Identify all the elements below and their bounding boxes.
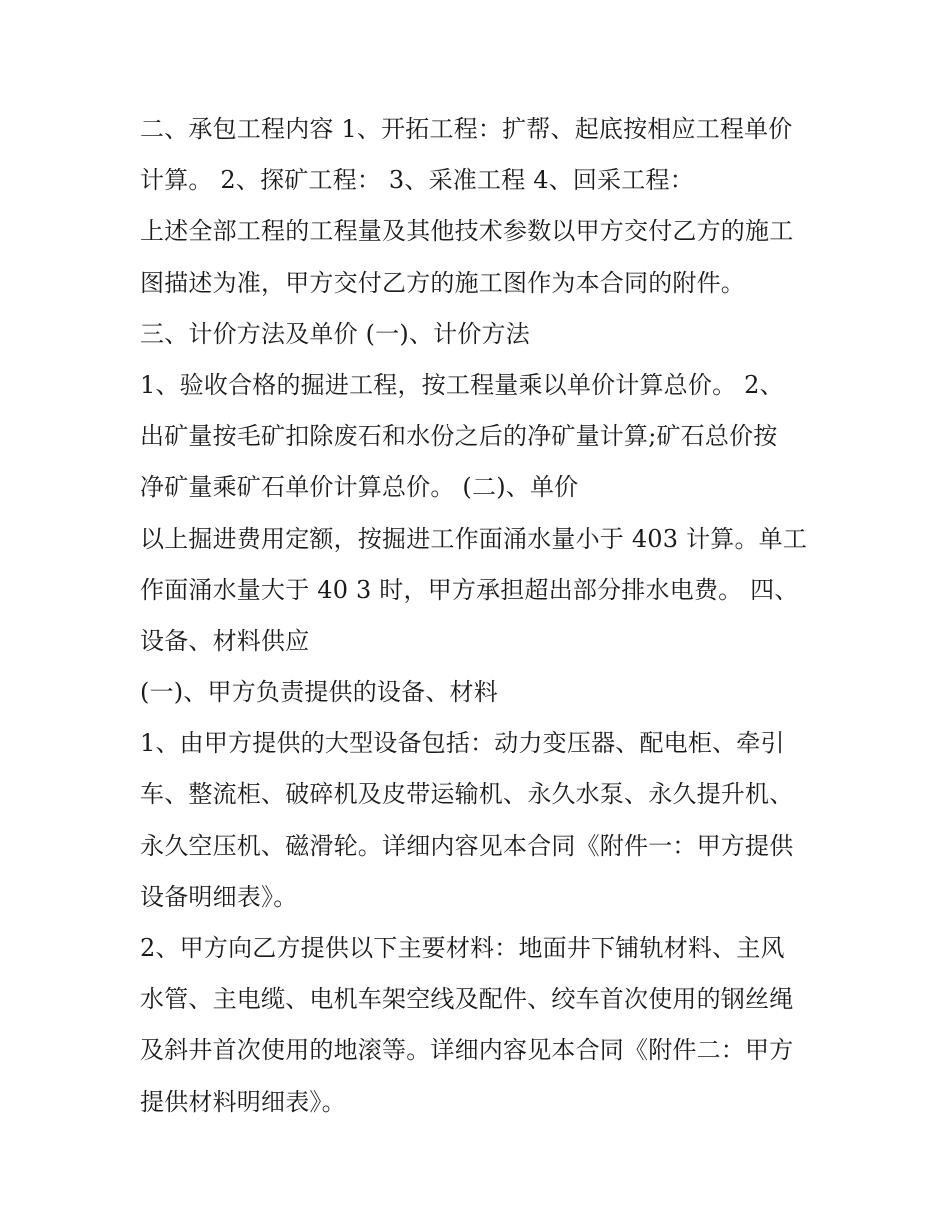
text-line: 水管、主电缆、电机车架空线及配件、绞车首次使用的钢丝绳 xyxy=(140,985,794,1014)
text-line: 净矿量乘矿石单价计算总价。 (二)、单价 xyxy=(140,473,579,502)
text-line: 计算。 2、探矿工程： 3、采准工程 4、回采工程： xyxy=(140,166,694,195)
text-line: 二、承包工程内容 1、开拓工程：扩帮、起底按相应工程单价 xyxy=(140,115,793,143)
text-line: 以上掘进费用定额，按掘进工作面涌水量小于 403 计算。单工 xyxy=(140,524,808,553)
text-line: 图描述为准，甲方交付乙方的施工图作为本合同的附件。 xyxy=(140,268,745,297)
text-line: 车、整流柜、破碎机及皮带运输机、永久水泵、永久提升机、 xyxy=(140,780,794,809)
text-line: 三、计价方法及单价 (一)、计价方法 xyxy=(140,319,530,348)
document-body xyxy=(140,104,820,1128)
text-line: 1、由甲方提供的大型设备包括：动力变压器、配电柜、牵引 xyxy=(140,729,785,758)
text-line: 设备、材料供应 xyxy=(140,626,310,655)
text-line: 上述全部工程的工程量及其他技术参数以甲方交付乙方的施工 xyxy=(140,217,794,246)
text-line: 提供材料明细表》。 xyxy=(140,1087,346,1116)
text-line: 1、验收合格的掘进工程，按工程量乘以单价计算总价。 2、 xyxy=(140,370,784,399)
text-line: 出矿量按毛矿扣除废石和水份之后的净矿量计算;矿石总价按 xyxy=(140,422,778,451)
text-line: 永久空压机、磁滑轮。详细内容见本合同《附件一：甲方提供 xyxy=(140,831,794,860)
text-line: 设备明细表》。 xyxy=(140,882,298,911)
text-line: (一)、甲方负责提供的设备、材料 xyxy=(140,678,498,707)
text-line: 2、甲方向乙方提供以下主要材料：地面井下铺轨材料、主风 xyxy=(140,934,785,962)
text-line: 及斜井首次使用的地滚等。详细内容见本合同《附件二：甲方 xyxy=(140,1036,794,1065)
text-line: 作面涌水量大于 40 3 时，甲方承担超出部分排水电费。 四、 xyxy=(140,575,799,604)
